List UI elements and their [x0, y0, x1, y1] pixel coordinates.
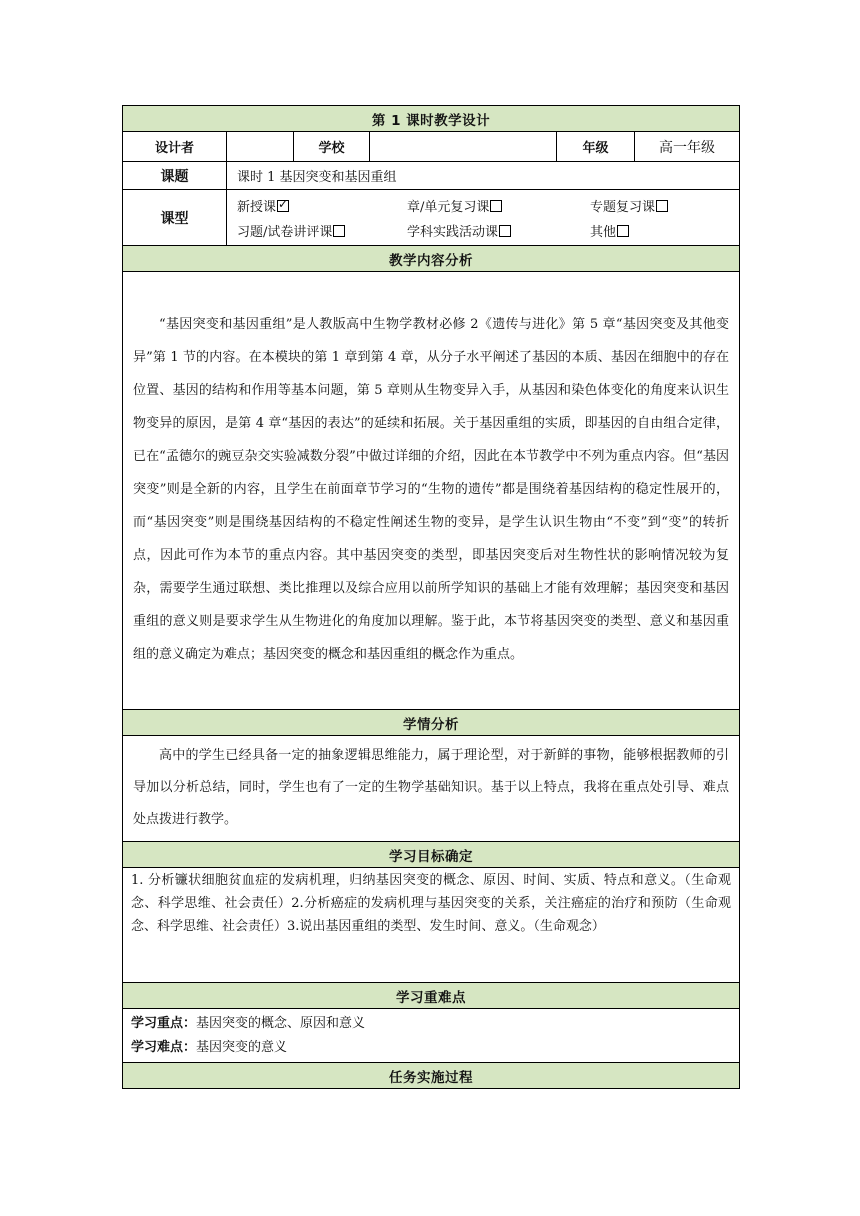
- lesson-type-option-label: 其他: [590, 224, 617, 240]
- key-point-line: [131, 1012, 731, 1036]
- lesson-type-option-label: 章/单元复习课: [407, 199, 490, 215]
- difficulty-label: 学习难点：: [131, 1039, 197, 1055]
- student-analysis-header: 学情分析: [123, 710, 740, 736]
- key-point-text: 基因突变的概念、原因和意义: [196, 1015, 366, 1031]
- topic-label: 课题: [123, 162, 227, 190]
- topic-value: 课时 1 基因突变和基因重组: [227, 162, 740, 190]
- process-header: 任务实施过程: [123, 1063, 740, 1089]
- lesson-design-table: [122, 105, 740, 1089]
- lesson-type-option-label: 新授课: [237, 199, 277, 215]
- content-analysis-header: 教学内容分析: [123, 246, 740, 272]
- goals-text: 1. 分析镰状细胞贫血症的发病机理，归纳基因突变的概念、原因、时间、实质、特点和意义。（生命观念、科学思维、社会责任）2.分析癌症的发病机理与基因突变的关系，关注癌症的治疗和预防（生命观念、科学思维、社会责任）3.说出基因重组的类型、发生时间、意义。（生命观念）: [123, 868, 740, 983]
- key-point-label: 学习重点：: [131, 1015, 197, 1031]
- checkbox-icon[interactable]: [617, 225, 629, 237]
- lesson-design-table-wrapper: [122, 105, 739, 1089]
- table-title: 第 1 课时教学设计: [123, 106, 740, 132]
- checkbox-icon[interactable]: [656, 200, 668, 212]
- content-analysis-text: “基因突变和基因重组”是人教版高中生物学教材必修 2《遗传与进化》第 5 章“基因突变及其他变异”第 1 节的内容。在本模块的第 1 章到第 4 章，从分子水平阐述了基因的本质、基因在细胞中的存在位置、基因的结构和作用等基本问题，第 5 章则从生物变异入手，从基因和染色体变化的角度来认识生物变异的原因，是第 4 章“基因的表达”的延续和拓展。关于基因重组的实质，即基因的自由组合定律，已在“孟德尔的豌豆杂交实验减数分裂”中做过详细的介绍，因此在本节教学中不列为重点内容。但“基因突变”则是全新的内容，且学生在前面章节学习的“生物的遗传”都是围绕着基因结构的稳定性展开的，而“基因突变”则是围绕基因结构的不稳定性阐述生物的变异，是学生认识生物由“不变”到“变”的转折点，因此可作为本节的重点内容。其中基因突变的类型，即基因突变后对生物性状的影响情况较为复杂，需要学生通过联想、类比推理以及综合应用以前所学知识的基础上才能有效理解；基因突变和基因重组的意义则是要求学生从生物进化的角度加以理解。鉴于此，本节将基因突变的类型、意义和基因重组的意义确定为难点；基因突变的概念和基因重组的概念作为重点。: [123, 272, 740, 710]
- lesson-type-option[interactable]: [590, 196, 750, 215]
- lesson-type-option[interactable]: [407, 196, 590, 215]
- checkbox-icon[interactable]: [333, 225, 345, 237]
- difficulty-line: [131, 1036, 731, 1060]
- keypoints-content: [123, 1009, 740, 1063]
- grade-value: 高一年级: [635, 132, 740, 162]
- lesson-type-label: 课型: [123, 190, 227, 246]
- lesson-type-option[interactable]: [407, 221, 590, 240]
- goals-header: 学习目标确定: [123, 842, 740, 868]
- lesson-type-option-label: 学科实践活动课: [407, 224, 499, 240]
- school-value: [370, 132, 557, 162]
- checkbox-icon[interactable]: [499, 225, 511, 237]
- checkbox-icon[interactable]: [490, 200, 502, 212]
- lesson-type-option-label: 习题/试卷讲评课: [237, 224, 333, 240]
- lesson-type-option[interactable]: [237, 196, 407, 215]
- lesson-type-option-label: 专题复习课: [590, 199, 656, 215]
- lesson-type-options: [227, 190, 740, 246]
- checked-checkbox-icon[interactable]: [277, 200, 289, 212]
- student-analysis-text: 高中的学生已经具备一定的抽象逻辑思维能力，属于理论型，对于新鲜的事物，能够根据教师的引导加以分析总结，同时，学生也有了一定的生物学基础知识。基于以上特点，我将在重点处引导、难点处点拨进行教学。: [123, 736, 740, 842]
- school-label: 学校: [294, 132, 370, 162]
- designer-label: 设计者: [123, 132, 227, 162]
- grade-label: 年级: [557, 132, 635, 162]
- difficulty-text: 基因突变的意义: [196, 1039, 288, 1055]
- keypoints-header: 学习重难点: [123, 983, 740, 1009]
- lesson-type-option[interactable]: [590, 221, 750, 240]
- lesson-type-option[interactable]: [237, 221, 407, 240]
- lesson-type-grid: [227, 192, 739, 244]
- designer-value: [227, 132, 294, 162]
